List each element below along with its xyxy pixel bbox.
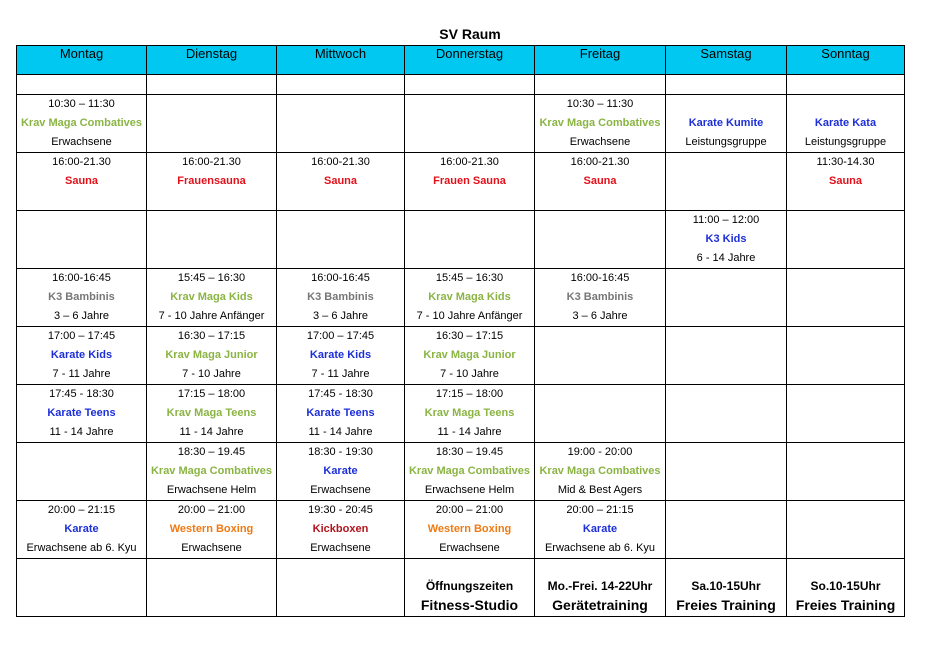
class-time: 16:00-16:45 <box>52 272 111 284</box>
class-group <box>147 191 276 210</box>
class-group: Erwachsene <box>439 542 500 554</box>
empty-cell <box>17 443 147 501</box>
class-group: Erwachsene <box>310 484 371 496</box>
class-activity: Krav Maga Combatives <box>539 465 661 477</box>
class-time: 15:45 – 16:30 <box>177 272 246 284</box>
empty-cell <box>666 327 787 385</box>
day-header-samstag: Samstag <box>666 46 787 75</box>
empty-cell <box>405 75 535 95</box>
opening-hours-line: Öffnungszeiten <box>425 579 514 593</box>
class-time: 10:30 – 11:30 <box>566 98 634 110</box>
schedule-cell <box>535 501 666 559</box>
class-time: 16:00-21.30 <box>182 156 241 168</box>
schedule-cell <box>277 269 405 327</box>
schedule-cell <box>405 269 535 327</box>
class-time: 15:45 – 16:30 <box>435 272 504 284</box>
class-group: Erwachsene ab 6. Kyu <box>26 542 137 554</box>
schedule-row <box>17 501 905 559</box>
schedule-row <box>17 269 905 327</box>
class-time: 18:30 – 19.45 <box>177 446 246 458</box>
opening-hours-label: Freies Training <box>676 597 776 613</box>
class-time: 16:00-21.30 <box>311 156 370 168</box>
class-time: 17:15 – 18:00 <box>435 388 504 400</box>
empty-cell <box>787 385 905 443</box>
schedule-cell <box>277 153 405 211</box>
class-activity: Karate <box>323 465 358 477</box>
class-group: 7 - 10 Jahre Anfänger <box>158 310 265 322</box>
class-group: 11 - 14 Jahre <box>308 426 373 438</box>
class-group: 7 - 10 Jahre Anfänger <box>416 310 523 322</box>
class-time: 16:00-21.30 <box>440 156 499 168</box>
empty-cell <box>277 95 405 153</box>
class-activity: Karate <box>582 523 618 535</box>
empty-cell <box>787 501 905 559</box>
schedule-cell <box>535 95 666 153</box>
schedule-cell <box>277 443 405 501</box>
class-activity: Western Boxing <box>169 523 254 535</box>
empty-cell <box>147 559 277 617</box>
schedule-cell <box>147 327 277 385</box>
opening-hours-label: Freies Training <box>795 597 896 613</box>
schedule-cell <box>17 327 147 385</box>
class-activity: Sauna <box>323 175 357 187</box>
class-time: 16:30 – 17:15 <box>177 330 246 342</box>
empty-cell <box>666 443 787 501</box>
opening-hours-cell <box>787 559 905 617</box>
class-activity: Frauensauna <box>177 175 246 187</box>
class-group <box>405 191 534 210</box>
page-title: SV Raum <box>439 26 501 42</box>
class-group: 11 - 14 Jahre <box>179 426 244 438</box>
class-activity: Krav Maga Teens <box>424 407 515 419</box>
class-time: 16:00-16:45 <box>311 272 370 284</box>
empty-cell <box>787 327 905 385</box>
class-group: Erwachsene <box>51 136 112 148</box>
class-group: Leistungsgruppe <box>804 136 887 148</box>
schedule-cell <box>405 443 535 501</box>
class-time: 16:00-21.30 <box>570 156 630 168</box>
schedule-row <box>17 327 905 385</box>
class-group: 3 – 6 Jahre <box>572 310 628 322</box>
schedule-cell <box>535 269 666 327</box>
class-activity: Krav Maga Kids <box>428 291 511 303</box>
class-group: 3 – 6 Jahre <box>53 310 110 322</box>
class-time: 19:00 - 20:00 <box>567 446 633 458</box>
class-group: Erwachsene <box>569 136 631 148</box>
empty-cell <box>405 95 535 153</box>
empty-cell <box>787 211 905 269</box>
class-activity: Kickboxen <box>312 523 369 535</box>
class-time: 17:15 – 18:00 <box>177 388 246 400</box>
empty-cell <box>787 75 905 95</box>
empty-cell <box>147 95 277 153</box>
class-activity: Frauen Sauna <box>433 175 506 187</box>
schedule-row <box>17 385 905 443</box>
empty-cell <box>535 211 666 269</box>
schedule-cell <box>787 153 905 211</box>
header-row <box>17 46 905 75</box>
class-group: Leistungsgruppe <box>685 136 767 148</box>
class-time: 10:30 – 11:30 <box>48 98 115 110</box>
schedule-cell <box>535 443 666 501</box>
empty-cell <box>787 443 905 501</box>
day-header-dienstag: Dienstag <box>147 46 277 75</box>
class-activity: Krav Maga Combatives <box>539 117 661 129</box>
class-time <box>787 95 904 114</box>
class-group: 11 - 14 Jahre <box>437 426 502 438</box>
class-time: 18:30 - 19:30 <box>308 446 373 458</box>
class-group: Erwachsene <box>181 542 242 554</box>
schedule-row <box>17 443 905 501</box>
empty-cell <box>17 75 147 95</box>
empty-cell <box>17 559 147 617</box>
opening-hours-row <box>17 559 905 617</box>
class-group: 3 – 6 Jahre <box>312 310 369 322</box>
class-group: 7 - 11 Jahre <box>52 368 111 380</box>
class-activity: K3 Kids <box>705 233 747 245</box>
schedule-cell <box>17 501 147 559</box>
class-time <box>666 95 786 114</box>
schedule-cell <box>535 153 666 211</box>
empty-cell <box>277 75 405 95</box>
class-activity: Karate Kumite <box>688 117 764 129</box>
day-header-mittwoch: Mittwoch <box>277 46 405 75</box>
empty-cell <box>277 211 405 269</box>
schedule-cell <box>17 95 147 153</box>
schedule-row <box>17 153 905 211</box>
empty-cell <box>535 385 666 443</box>
class-time: 19:30 - 20:45 <box>308 504 373 516</box>
schedule-cell <box>277 385 405 443</box>
class-group: 11 - 14 Jahre <box>49 426 114 438</box>
class-time: 20:00 – 21:15 <box>566 504 634 516</box>
schedule-cell <box>147 443 277 501</box>
empty-cell <box>666 75 787 95</box>
day-header-donnerstag: Donnerstag <box>405 46 535 75</box>
class-activity: Karate Kids <box>309 349 372 361</box>
empty-cell <box>666 269 787 327</box>
opening-hours-cell <box>666 559 787 617</box>
class-time: 17:00 – 17:45 <box>47 330 116 342</box>
schedule-cell <box>277 501 405 559</box>
empty-cell <box>535 327 666 385</box>
schedule-cell <box>787 95 905 153</box>
class-time: 17:45 - 18:30 <box>49 388 114 400</box>
schedule-cell <box>147 501 277 559</box>
class-group <box>277 191 404 210</box>
schedule-cell <box>17 269 147 327</box>
class-activity: Krav Maga Teens <box>166 407 257 419</box>
class-time: 20:00 – 21:15 <box>47 504 116 516</box>
schedule-cell <box>405 327 535 385</box>
class-time: 16:30 – 17:15 <box>435 330 504 342</box>
class-activity: K3 Bambinis <box>307 291 374 303</box>
empty-cell <box>17 211 147 269</box>
class-activity: K3 Bambinis <box>566 291 634 303</box>
opening-hours-cell <box>535 559 666 617</box>
day-header-sonntag: Sonntag <box>787 46 905 75</box>
schedule-cell <box>147 269 277 327</box>
schedule-cell <box>405 501 535 559</box>
empty-cell <box>277 559 405 617</box>
schedule-table <box>16 45 905 617</box>
class-time: 17:00 – 17:45 <box>306 330 375 342</box>
class-activity: Karate Teens <box>47 407 116 419</box>
class-activity: Karate <box>64 523 99 535</box>
class-time: 11:30-14.30 <box>816 156 875 168</box>
class-activity: Karate Kata <box>814 117 877 129</box>
class-time: 11:00 – 12:00 <box>692 214 760 226</box>
schedule-cell <box>666 211 787 269</box>
class-group: 7 - 10 Jahre <box>182 368 241 380</box>
empty-cell <box>666 385 787 443</box>
schedule-cell <box>17 385 147 443</box>
class-time: 18:30 – 19.45 <box>435 446 504 458</box>
class-activity: Sauna <box>828 175 862 187</box>
opening-hours-cell <box>405 559 535 617</box>
opening-hours-line: So.10-15Uhr <box>810 579 881 593</box>
spacer-row <box>17 75 905 95</box>
class-activity: Krav Maga Combatives <box>150 465 273 477</box>
day-header-montag: Montag <box>17 46 147 75</box>
empty-cell <box>147 211 277 269</box>
class-activity: Krav Maga Junior <box>165 349 258 361</box>
schedule-cell <box>147 153 277 211</box>
class-group: Erwachsene <box>310 542 371 554</box>
empty-cell <box>787 269 905 327</box>
class-group: 6 - 14 Jahre <box>696 252 756 264</box>
class-group: 7 - 11 Jahre <box>311 368 370 380</box>
class-group: Erwachsene Helm <box>424 484 515 496</box>
empty-cell <box>535 75 666 95</box>
class-group <box>17 191 146 210</box>
class-activity: Krav Maga Kids <box>170 291 253 303</box>
class-group: Erwachsene ab 6. Kyu <box>544 542 656 554</box>
empty-cell <box>666 153 787 211</box>
class-time: 17:45 - 18:30 <box>308 388 373 400</box>
class-activity: Krav Maga Combatives <box>408 465 531 477</box>
class-activity: Sauna <box>583 175 617 187</box>
class-activity: Krav Maga Combatives <box>20 117 143 129</box>
schedule-cell <box>405 153 535 211</box>
schedule-row <box>17 211 905 269</box>
class-activity: Sauna <box>64 175 98 187</box>
class-group: Erwachsene Helm <box>166 484 257 496</box>
class-time: 20:00 – 21:00 <box>435 504 504 516</box>
class-time: 16:00-16:45 <box>570 272 630 284</box>
class-activity: Karate Kids <box>50 349 113 361</box>
schedule-row <box>17 95 905 153</box>
opening-hours-label: Fitness-Studio <box>420 597 519 613</box>
day-header-freitag: Freitag <box>535 46 666 75</box>
schedule-cell <box>405 385 535 443</box>
opening-hours-line: Sa.10-15Uhr <box>691 579 761 593</box>
opening-hours-line: Mo.-Frei. 14-22Uhr <box>547 579 653 593</box>
class-group: 7 - 10 Jahre <box>440 368 499 380</box>
schedule-cell <box>666 95 787 153</box>
empty-cell <box>666 501 787 559</box>
schedule-cell <box>277 327 405 385</box>
class-activity: Krav Maga Junior <box>423 349 516 361</box>
schedule-cell <box>17 153 147 211</box>
empty-cell <box>405 211 535 269</box>
class-time: 20:00 – 21:00 <box>177 504 246 516</box>
class-time: 16:00-21.30 <box>52 156 111 168</box>
empty-cell <box>147 75 277 95</box>
opening-hours-label: Gerätetraining <box>552 597 648 613</box>
class-activity: Western Boxing <box>427 523 512 535</box>
class-activity: Karate Teens <box>306 407 375 419</box>
class-group: Mid & Best Agers <box>557 484 643 496</box>
class-activity: K3 Bambinis <box>48 291 115 303</box>
schedule-cell <box>147 385 277 443</box>
class-group <box>535 191 665 210</box>
class-group <box>787 191 904 210</box>
